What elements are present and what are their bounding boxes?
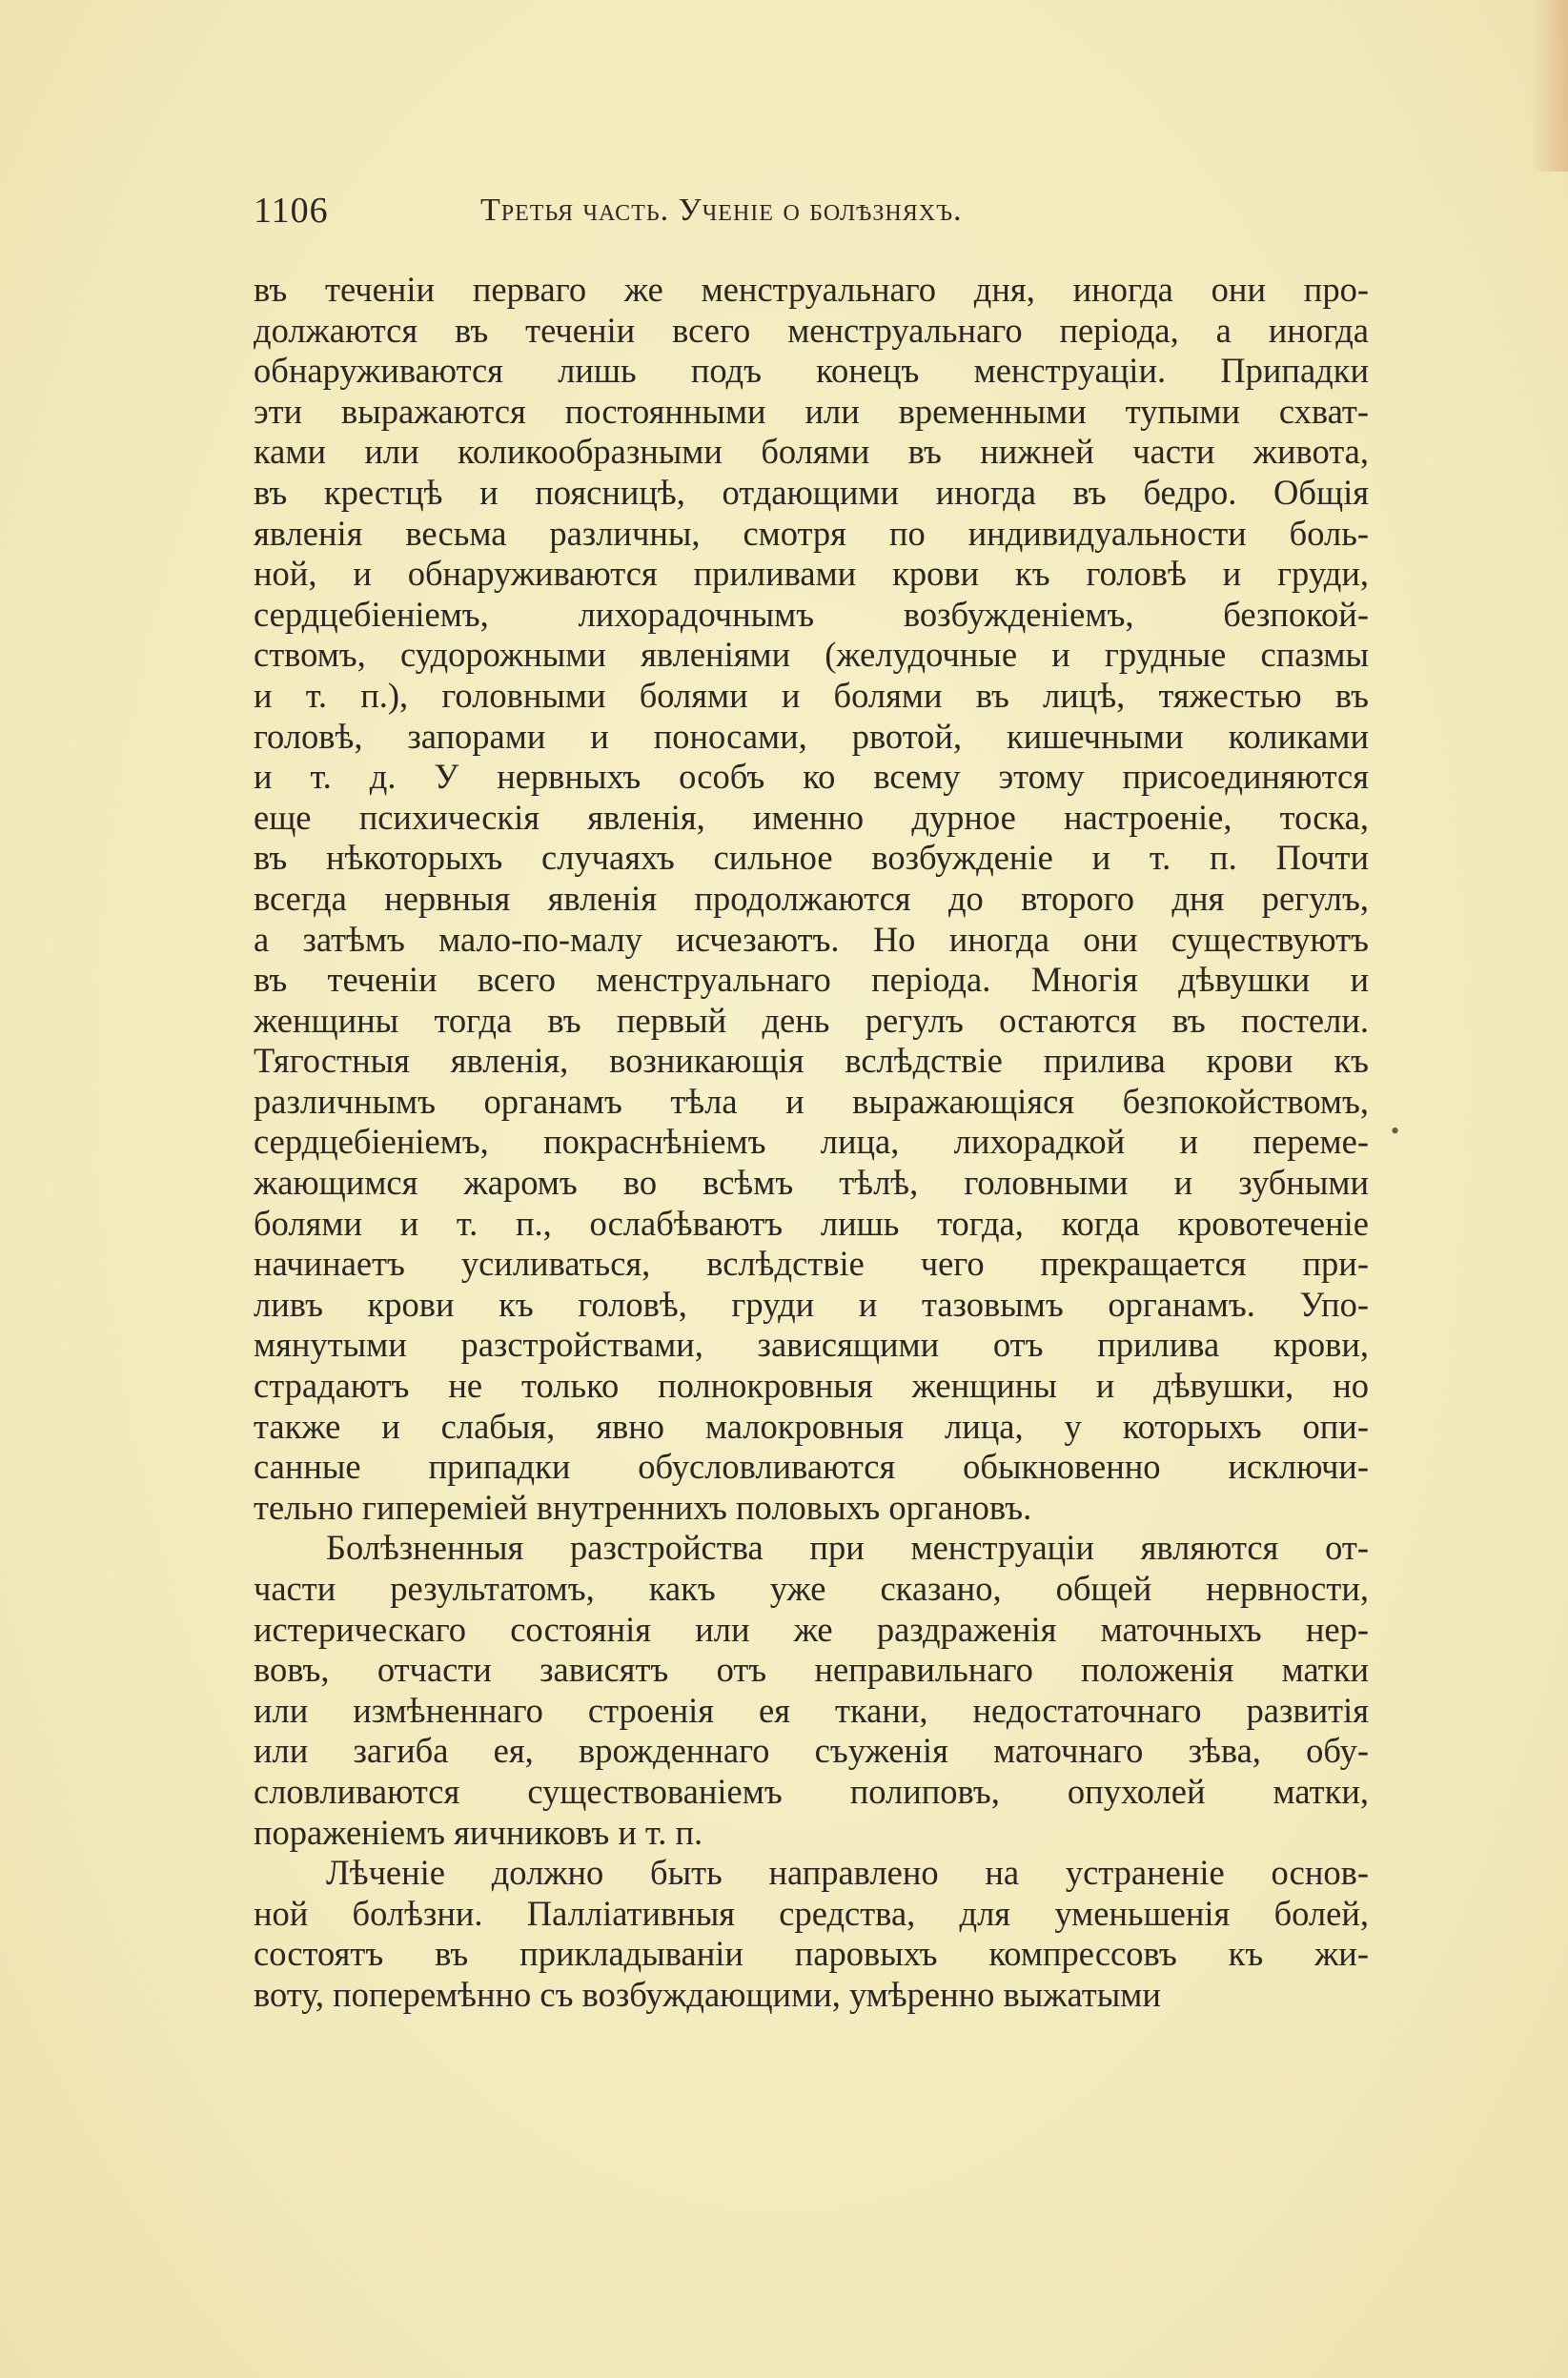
paragraph [254,1853,1369,2015]
text-line: обнаруживаются лишь подъ конецъ менструаціи. Припадки [254,351,1369,391]
margin-speck: • [1391,1117,1400,1145]
text-line: Болѣзненныя разстройства при менструаціи являются от- [326,1528,1369,1568]
text-line: Лѣченіе должно быть направлено на устраненіе основ- [326,1853,1369,1893]
text-line: различнымъ органамъ тѣла и выражающіяся безпокойствомъ, [254,1081,1369,1121]
text-line: вовъ, отчасти зависятъ отъ неправильнаго положенія матки [254,1650,1369,1690]
text-line: головѣ, запорами и поносами, рвотой, кишечными коликами [254,716,1369,756]
text-line: сердцебіеніемъ, лихорадочнымъ возбужденіемъ, безпокой- [254,594,1369,634]
text-line: начинаетъ усиливаться, вслѣдствіе чего прекращается при- [254,1244,1369,1284]
text-line: и т. д. У нервныхъ особъ ко всему этому присоединяются [254,757,1369,797]
text-line: въ крестцѣ и поясницѣ, отдающими иногда въ бедро. Общія [254,472,1369,512]
text-line: еще психическія явленія, именно дурное настроеніе, тоска, [254,797,1369,837]
running-title: Третья часть. Ученіе о болѣзняхъ. [480,193,963,228]
text-line: всегда нервныя явленія продолжаются до второго дня регулъ, [254,878,1369,918]
text-line: и т. п.), головными болями и болями въ лицѣ, тяжестью въ [254,675,1369,715]
text-line: или загиба ея, врожденнаго съуженія маточнаго зѣва, обу- [254,1731,1369,1771]
text-line: должаются въ теченіи всего менструальнаго періода, а иногда [254,310,1369,350]
text-line: а затѣмъ мало-по-малу исчезаютъ. Но иногда они существуютъ [254,919,1369,959]
page-edge-discoloration [1530,0,1568,172]
text-line: женщины тогда въ первый день регулъ остаются въ постели. [254,1000,1369,1040]
page-number: 1106 [254,191,329,231]
text-line: страдаютъ не только полнокровныя женщины и дѣвушки, но [254,1366,1369,1406]
text-line: эти выражаются постоянными или временными тупыми схват- [254,391,1369,431]
text-line: въ теченіи всего менструальнаго періода. Многія дѣвушки и [254,960,1369,1000]
text-line: ной, и обнаруживаются приливами крови къ головѣ и груди, [254,554,1369,594]
text-line: ками или коликообразными болями въ нижней части живота, [254,432,1369,472]
paragraph [254,1528,1369,1853]
text-line: ной болѣзни. Палліативныя средства, для уменьшенія болей, [254,1893,1369,1933]
text-line: въ нѣкоторыхъ случаяхъ сильное возбужденіе и т. п. Почти [254,838,1369,878]
text-line: санные припадки обусловливаются обыкновенно исключи- [254,1447,1369,1487]
text-line: сердцебіеніемъ, покраснѣніемъ лица, лихорадкой и переме- [254,1122,1369,1162]
text-line: также и слабыя, явно малокровныя лица, у которыхъ опи- [254,1406,1369,1446]
text-line: воту, поперемѣнно съ возбуждающими, умѣренно выжатыми [254,1974,1161,2014]
paragraph [254,270,1369,1528]
text-line: или измѣненнаго строенія ея ткани, недостаточнаго развитія [254,1690,1369,1730]
text-line: состоятъ въ прикладываніи паровыхъ компрессовъ къ жи- [254,1934,1369,1974]
text-line: явленія весьма различны, смотря по индивидуальности боль- [254,513,1369,553]
text-line: въ теченіи перваго же менструальнаго дня, иногда они про- [254,270,1369,309]
text-line: словливаются существованіемъ полиповъ, опухолей матки, [254,1771,1369,1811]
text-line: жающимся жаромъ во всѣмъ тѣлѣ, головными и зубными [254,1163,1369,1203]
text-line: Тягостныя явленія, возникающія вслѣдствіе прилива крови къ [254,1041,1369,1081]
text-line: болями и т. п., ослабѣваютъ лишь тогда, когда кровотеченіе [254,1203,1369,1243]
body-text [254,270,1369,2016]
text-line: пораженіемъ яичниковъ и т. п. [254,1812,703,1852]
text-line: мянутыми разстройствами, зависящими отъ прилива крови, [254,1325,1369,1365]
running-head [254,187,1369,234]
text-line: тельно гиперемiей внутреннихъ половыхъ органовъ. [254,1487,1032,1527]
text-line: истерическаго состоянія или же раздраженія маточныхъ нер- [254,1609,1369,1649]
text-line: ствомъ, судорожными явленіями (желудочные и грудные спазмы [254,635,1369,675]
text-line: части результатомъ, какъ уже сказано, общей нервности, [254,1569,1369,1608]
text-line: ливъ крови къ головѣ, груди и тазовымъ органамъ. Упо- [254,1284,1369,1324]
